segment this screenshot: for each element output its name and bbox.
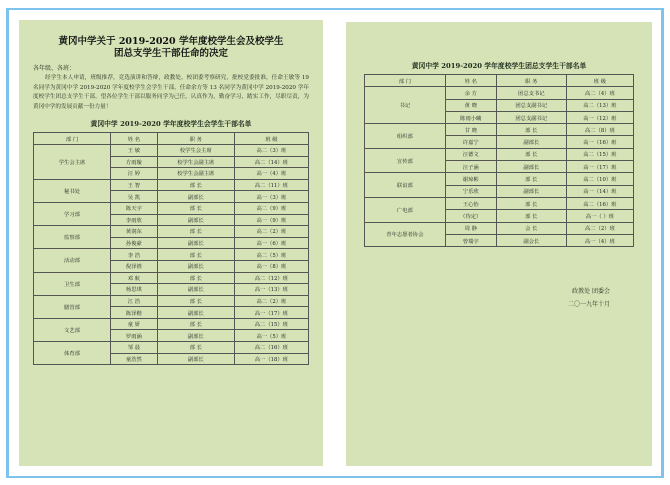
department-cell: 宣传部	[365, 148, 446, 173]
name-cell: 许嘉宁	[445, 136, 496, 148]
name-cell: 周 静	[445, 222, 496, 234]
position-cell: 团总支副书记	[496, 99, 566, 111]
name-cell: 陈雨小曦	[445, 111, 496, 123]
position-cell: 部 长	[496, 173, 566, 185]
position-cell: 会 长	[496, 222, 566, 234]
class-cell: 高二（3）班	[234, 144, 308, 156]
class-cell: 高二（2）班	[234, 226, 308, 238]
class-cell: 高二（5）班	[234, 249, 308, 261]
column-header: 职 务	[496, 75, 566, 87]
table-row	[34, 295, 309, 307]
table-header-row	[365, 75, 634, 87]
left-page	[19, 20, 323, 466]
department-cell: 书记	[365, 87, 446, 124]
position-cell: 校学生会副主席	[157, 156, 234, 168]
position-cell: 部 长	[157, 226, 234, 238]
department-cell: 活动部	[34, 249, 111, 272]
department-cell: 联谊部	[365, 173, 446, 198]
title-line-1: 黄冈中学关于 2019-2020 学年度校学生会及校学生	[58, 36, 284, 47]
name-cell: 谢琼彬	[445, 173, 496, 185]
class-cell: 高一（4）班	[234, 168, 308, 180]
table-header-row	[34, 133, 309, 145]
class-cell: 高一（14）班	[566, 185, 633, 197]
class-cell: 高二（8）班	[566, 124, 633, 136]
league-table-title: 黄冈中学 2019-2020 学年度校学生团总支学生干部名单	[411, 62, 587, 70]
table-row	[34, 272, 309, 284]
position-cell: 副部长	[157, 353, 234, 365]
name-cell: 罗雨涵	[111, 330, 158, 342]
department-cell: 广电部	[365, 197, 446, 222]
class-cell: 高一（17）班	[566, 161, 633, 173]
signoff	[364, 285, 634, 311]
name-cell: 王心怡	[445, 197, 496, 209]
name-cell: 童 妍	[111, 318, 158, 330]
signoff-date: 二〇一九年十月	[567, 301, 610, 309]
department-cell: 秘书处	[34, 179, 111, 202]
position-cell: 副部长	[157, 284, 234, 296]
department-cell: 体育部	[34, 342, 111, 365]
document-title	[33, 36, 309, 60]
position-cell: 部 长	[157, 318, 234, 330]
table-row	[365, 222, 634, 234]
student-union-table	[33, 132, 309, 365]
position-cell: 部 长	[496, 124, 566, 136]
table-row	[365, 173, 634, 185]
name-cell: 陈天宇	[111, 202, 158, 214]
name-cell: 黄 晓	[445, 99, 496, 111]
class-cell: 高一（17）班	[234, 307, 308, 319]
position-cell: 部 长	[496, 210, 566, 222]
table-row	[365, 148, 634, 160]
department-cell: 青年志愿者协会	[365, 222, 446, 247]
table-row	[34, 249, 309, 261]
name-cell: 李 浩	[111, 249, 158, 261]
class-cell: 高一（6）班	[234, 237, 308, 249]
position-cell: 副部长	[157, 214, 234, 226]
position-cell: 副部长	[496, 161, 566, 173]
name-cell: 李雨欣	[111, 214, 158, 226]
department-cell: 膳管部	[34, 295, 111, 318]
body-paragraph: 经学生本人申请，班级推荐，竞选演讲和答辩，政教处、校团委考察研究，批校党委批准，任命王敏等 19 名同学为黄冈中学 2019-2020 学年度校学生会学生干部，任命余方等 13 名同学为黄冈中学 2019-2020 学年度校学生团总支学生干部。望各位学生干部以服务同学为己任，认真作为，勤奋学习，踏实工作，尽职尽责，为黄冈中学的发展贡献一份力量！	[33, 75, 309, 110]
name-cell: 黄润东	[111, 226, 158, 238]
table-row	[365, 87, 634, 99]
department-cell: 监察部	[34, 226, 111, 249]
name-cell: 孙俊豪	[111, 237, 158, 249]
department-cell: 组织部	[365, 124, 446, 149]
department-cell: 卫生部	[34, 272, 111, 295]
class-cell: 高二（14）班	[234, 156, 308, 168]
right-page	[346, 22, 652, 466]
position-cell: 部 长	[157, 342, 234, 354]
class-cell: 高一（3）班	[234, 191, 308, 203]
table-row	[34, 202, 309, 214]
class-cell: 高一（8）班	[234, 260, 308, 272]
name-cell: 方雨璇	[111, 156, 158, 168]
column-header: 姓 名	[445, 75, 496, 87]
position-cell: 部 长	[157, 249, 234, 261]
name-cell: 童浩然	[111, 353, 158, 365]
position-cell: 副部长	[157, 237, 234, 249]
position-cell: 副部长	[157, 330, 234, 342]
class-cell: 高二（2）班	[566, 222, 633, 234]
title-line-2: 团总支学生干部任命的决定	[113, 48, 228, 59]
table-row	[34, 318, 309, 330]
table-row	[365, 197, 634, 209]
name-cell: 邓 航	[111, 272, 158, 284]
name-cell: 王 智	[111, 179, 158, 191]
position-cell: 部 长	[157, 179, 234, 191]
department-cell: 文艺部	[34, 318, 111, 341]
name-cell: 陈泽楷	[111, 307, 158, 319]
name-cell: 吴 凯	[111, 191, 158, 203]
class-cell: 高二（10）班	[566, 173, 633, 185]
position-cell: 副部长	[496, 185, 566, 197]
greeting: 各年级、各班：	[33, 65, 76, 72]
class-cell: 高二（16）班	[234, 342, 308, 354]
column-header: 姓 名	[111, 133, 158, 145]
name-cell: 宁乐欣	[445, 185, 496, 197]
class-cell: 高一（4）班	[566, 234, 633, 246]
name-cell: 倪泽禧	[111, 260, 158, 272]
name-cell: 曾瑞宇	[445, 234, 496, 246]
class-cell: 高一（18）班	[234, 353, 308, 365]
table-row	[34, 179, 309, 191]
name-cell: 汪德文	[445, 148, 496, 160]
class-cell: 高二（12）班	[234, 272, 308, 284]
position-cell: 副部长	[157, 307, 234, 319]
name-cell: 江 浩	[111, 295, 158, 307]
position-cell: 团总支副书记	[496, 111, 566, 123]
position-cell: 副部长	[157, 191, 234, 203]
position-cell: 校学生会主席	[157, 144, 234, 156]
name-cell: 汪 婷	[111, 168, 158, 180]
class-cell: 高一（12）班	[566, 111, 633, 123]
signoff-org: 政教处 团委会	[572, 288, 610, 296]
position-cell: 部 长	[157, 202, 234, 214]
class-cell: 高二（16）班	[566, 197, 633, 209]
column-header: 部 门	[34, 133, 111, 145]
table-row	[34, 342, 309, 354]
class-cell: 高二（13）班	[566, 99, 633, 111]
position-cell: 部 长	[496, 148, 566, 160]
name-cell: 王 敏	[111, 144, 158, 156]
class-cell: 高一（13）班	[234, 284, 308, 296]
position-cell: 校学生会副主席	[157, 168, 234, 180]
column-header: 班 级	[234, 133, 308, 145]
column-header: 部 门	[365, 75, 446, 87]
position-cell: 部 长	[496, 197, 566, 209]
class-cell: 高一（ ）班	[566, 210, 633, 222]
department-cell: 学生会主席	[34, 144, 111, 179]
name-cell: 余 方	[445, 87, 496, 99]
name-cell: 甘 晓	[445, 124, 496, 136]
position-cell: 团总支书记	[496, 87, 566, 99]
class-cell: 高一（16）班	[566, 136, 633, 148]
frame-top-border	[6, 8, 664, 10]
position-cell: 副部长	[157, 260, 234, 272]
league-table	[364, 74, 634, 247]
class-cell: 高二（15）班	[566, 148, 633, 160]
frame-bottom-border	[6, 476, 664, 478]
column-header: 职 务	[157, 133, 234, 145]
table-row	[34, 144, 309, 156]
class-cell: 高二（2）班	[234, 295, 308, 307]
class-cell: 高二（15）班	[234, 318, 308, 330]
table-row	[365, 124, 634, 136]
class-cell: 高二（4）班	[566, 87, 633, 99]
position-cell: 副会长	[496, 234, 566, 246]
department-cell: 学习部	[34, 202, 111, 225]
student-union-table-title: 黄冈中学 2019-2020 学年度校学生会学生干部名单	[90, 120, 252, 129]
position-cell: 部 长	[157, 295, 234, 307]
class-cell: 高二（9）班	[234, 202, 308, 214]
name-cell: 汪子涵	[445, 161, 496, 173]
class-cell: 高一（9）班	[234, 214, 308, 226]
name-cell: 杨思琪	[111, 284, 158, 296]
name-cell: （待定）	[445, 210, 496, 222]
position-cell: 部 长	[157, 272, 234, 284]
name-cell: 邹 晨	[111, 342, 158, 354]
class-cell: 高二（11）班	[234, 179, 308, 191]
class-cell: 高一（5）班	[234, 330, 308, 342]
column-header: 班 级	[566, 75, 633, 87]
position-cell: 副部长	[496, 136, 566, 148]
table-row	[34, 226, 309, 238]
